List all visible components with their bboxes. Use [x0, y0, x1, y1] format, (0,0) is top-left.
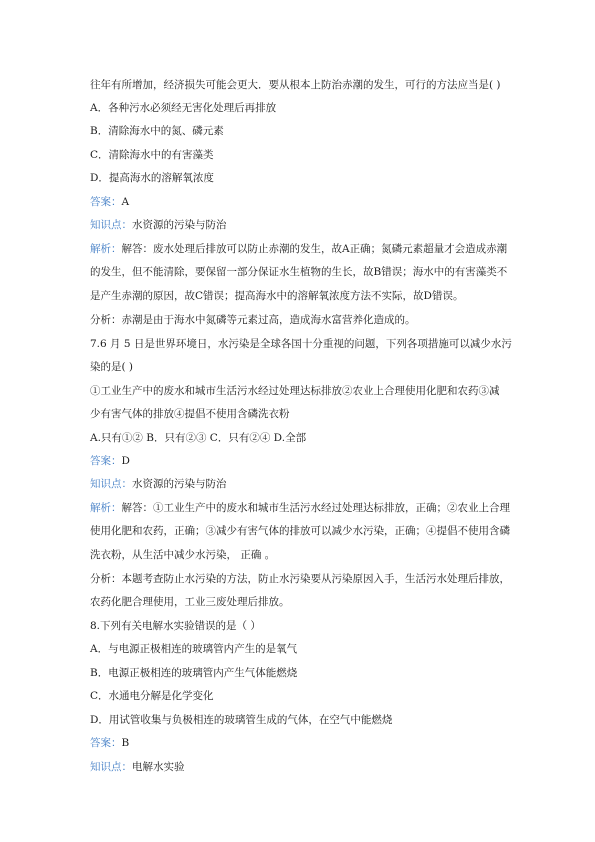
q7-knowledge-point: [90, 477, 505, 491]
q6-option-a: A．各种污水必须经无害化处理后再排放: [90, 102, 277, 114]
q7-statement-line-1: ①工业生产中的废水和城市生活污水经过处理达标排放②农业上合理使用化肥和农药③减: [90, 385, 500, 397]
q8-knowledge-point: [90, 760, 505, 774]
answer-label: 答案：: [90, 196, 122, 208]
q7-stem-line-2: 染的是( ): [90, 361, 134, 373]
q7-analysis-line-3: 洗衣粉，从生活中减少水污染， 正确 。: [90, 549, 276, 561]
analysis-text: 解答：废水处理后排放可以防止赤潮的发生，故A正确；氮磷元素超量才会造成赤潮: [121, 243, 508, 255]
q6-option-c: C．清除海水中的有害藻类: [90, 149, 214, 161]
q7-options: A.只有①② B．只有②③ C．只有②④ D.全部: [90, 432, 307, 444]
q6-analysis-line-3: 是产生赤潮的原因，故C错误；提高海水中的溶解氧浓度方法不实际，故D错误。: [90, 290, 464, 302]
q6-analysis-line-2: 的发生，但不能清除，要保留一部分保证水生植物的生长，故B错误；海水中的有害藻类不: [90, 266, 508, 278]
q6-summary: 分析：赤潮是由于海水中氮磷等元素过高，造成海水富营养化造成的。: [90, 314, 416, 326]
answer-value: A: [121, 196, 130, 208]
q6-answer: [90, 195, 505, 209]
q7-stem-line-1: 7.6 月 5 日是世界环境日，水污染是全球各国十分重视的问题，下列各项措施可以减少水污: [90, 338, 512, 350]
q6-stem-tail: 往年有所增加，经济损失可能会更大．要从根本上防治赤潮的发生，可行的方法应当是( ): [90, 79, 501, 91]
q6-analysis-line-1: [90, 242, 508, 256]
kp-value: 水资源的污染与防治: [132, 219, 227, 231]
q8-answer: [90, 736, 505, 750]
q7-summary-line-1: 分析：本题考查防止水污染的方法，防止水污染要从污染原因入手，生活污水处理后排放，: [90, 573, 510, 585]
q8-stem: 8.下列有关电解水实验错误的是（ ）: [90, 620, 261, 632]
kp-label: 知识点：: [90, 478, 132, 490]
answer-label: 答案：: [90, 455, 122, 467]
q8-option-d: D．用试管收集与负极相连的玻璃管生成的气体，在空气中能燃烧: [90, 714, 393, 726]
q7-analysis-line-2: 使用化肥和农药，正确；③减少有害气体的排放可以减少水污染，正确；④提倡不使用含磷: [90, 525, 510, 537]
q8-option-c: C．水通电分解是化学变化: [90, 690, 214, 702]
kp-label: 知识点：: [90, 219, 132, 231]
answer-value: B: [121, 737, 130, 749]
analysis-label: 解析：: [90, 502, 122, 514]
q6-option-d: D．提高海水的溶解氧浓度: [90, 172, 214, 184]
answer-label: 答案：: [90, 737, 122, 749]
kp-value: 水资源的污染与防治: [132, 478, 227, 490]
q7-answer: [90, 454, 505, 468]
q6-option-b: B．清除海水中的氮、磷元素: [90, 125, 224, 137]
q7-analysis-line-1: [90, 501, 510, 515]
q6-knowledge-point: [90, 218, 505, 232]
q8-option-a: A．与电源正极相连的玻璃管内产生的是氧气: [90, 643, 298, 655]
q7-statement-line-2: 少有害气体的排放④提倡不使用含磷洗衣粉: [90, 408, 290, 420]
analysis-label: 解析：: [90, 243, 122, 255]
answer-value: D: [121, 455, 130, 467]
analysis-text: 解答：①工业生产中的废水和城市生活污水经过处理达标排放，正确；②农业上合理: [121, 502, 510, 514]
kp-value: 电解水实验: [132, 761, 185, 773]
q8-option-b: B．电源正极相连的玻璃管内产生气体能燃烧: [90, 667, 298, 679]
q7-summary-line-2: 农药化肥合理使用，工业三废处理后排放。: [90, 596, 290, 608]
kp-label: 知识点：: [90, 761, 132, 773]
